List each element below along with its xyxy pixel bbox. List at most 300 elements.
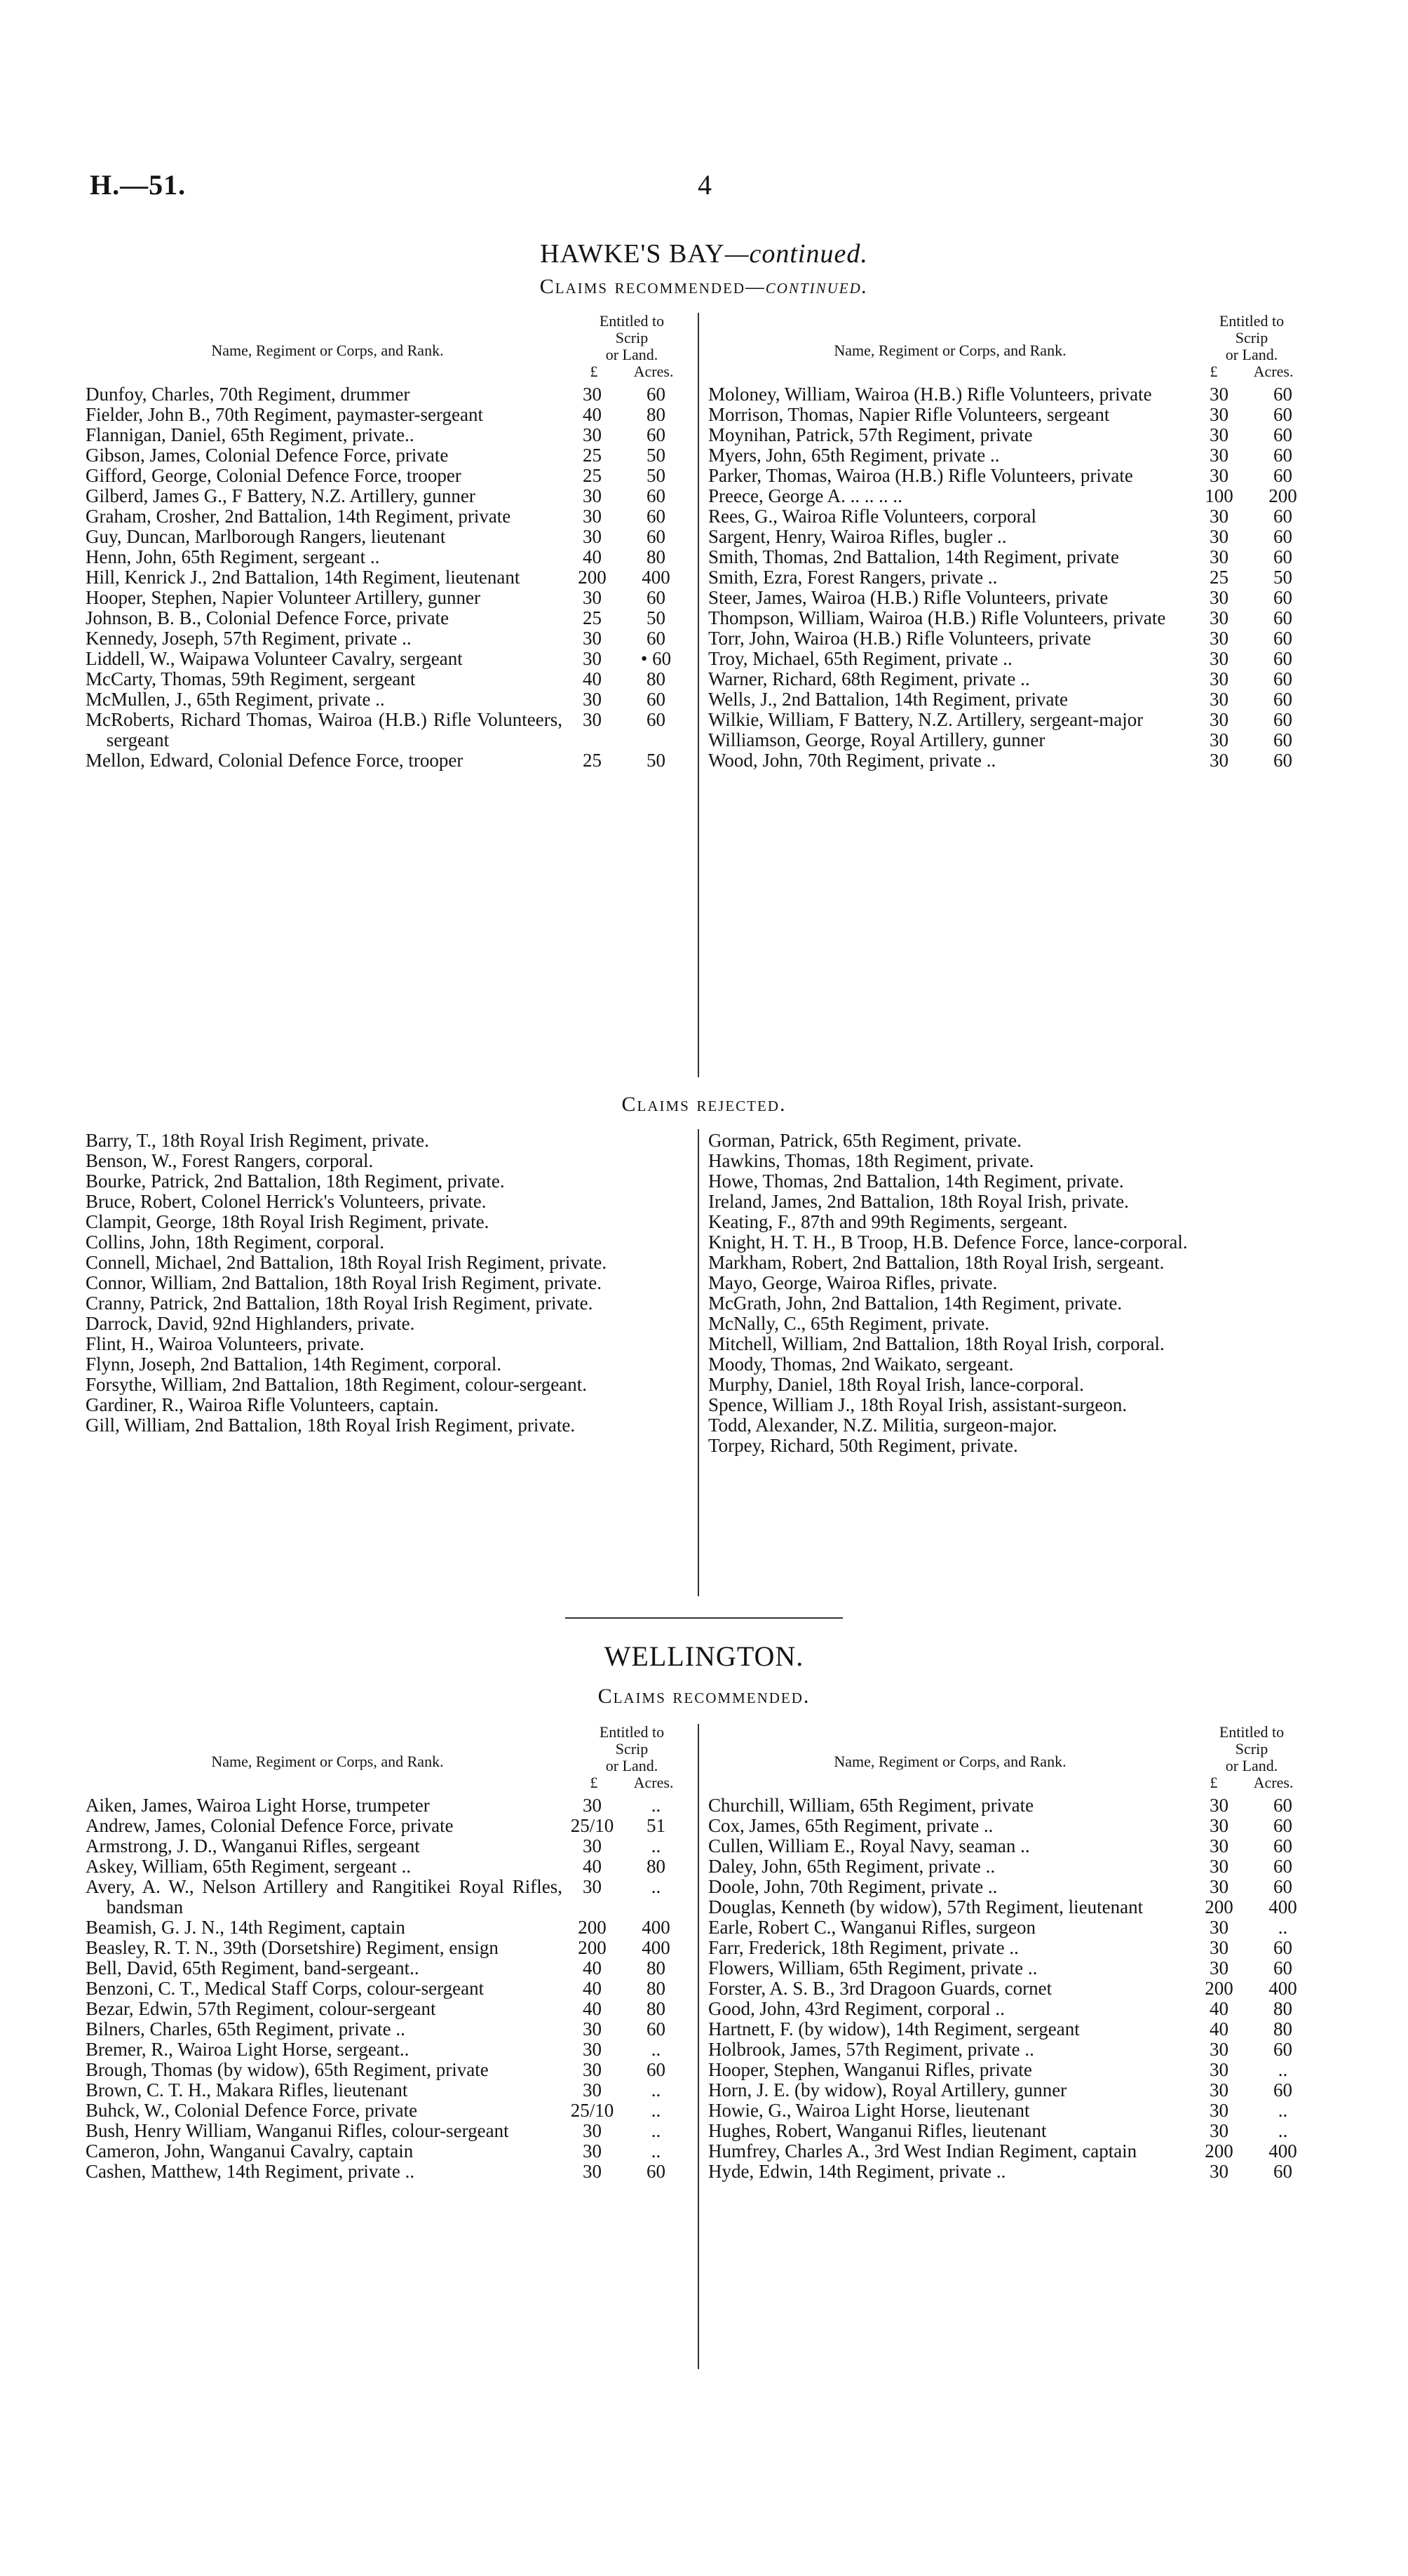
column-heading-name-wellington-right: Name, Regiment or Corps, and Rank. bbox=[834, 1753, 1067, 1770]
claim-row bbox=[708, 1938, 1317, 1958]
scrip-amount: 30 bbox=[583, 587, 602, 608]
claim-row bbox=[86, 2019, 690, 2039]
rejected-claim: Markham, Robert, 2nd Battalion, 18th Royal Irish, sergeant. bbox=[708, 1252, 1165, 1273]
land-acres: 60 bbox=[647, 506, 665, 527]
claim-row bbox=[86, 1856, 690, 1877]
scrip-amount: 30 bbox=[583, 2039, 602, 2060]
land-acres: .. bbox=[651, 2140, 661, 2162]
claimant-name: Myers, John, 65th Regiment, private .. bbox=[708, 445, 1000, 466]
claim-row bbox=[708, 1897, 1317, 1917]
scrip-amount: 30 bbox=[1210, 1876, 1228, 1897]
claim-row bbox=[708, 1917, 1317, 1938]
land-acres: 400 bbox=[642, 567, 670, 588]
claimant-name: Gibson, James, Colonial Defence Force, private bbox=[86, 445, 449, 466]
scrip-amount: 30 bbox=[583, 485, 602, 506]
claim-row bbox=[86, 466, 690, 486]
claimant-name: Sargent, Henry, Wairoa Rifles, bugler .. bbox=[708, 526, 1007, 547]
scrip-amount: 30 bbox=[583, 506, 602, 527]
claim-row bbox=[708, 1877, 1317, 1897]
land-acres: 60 bbox=[647, 2161, 665, 2182]
claim-row bbox=[708, 425, 1317, 445]
column-heading-entitled-wellington-right: Entitled to Scrip or Land. £ Acres. bbox=[1210, 1723, 1294, 1791]
scrip-amount: 200 bbox=[578, 1917, 607, 1938]
column-heading-entitled-wellington: Entitled to Scrip or Land. £ Acres. bbox=[590, 1723, 674, 1791]
scrip-amount: 40 bbox=[583, 1856, 602, 1877]
claim-row bbox=[708, 466, 1317, 486]
claimant-name: McRoberts, Richard Thomas, Wairoa (H.B.) Rifle Volunteers, sergeant bbox=[86, 709, 562, 750]
land-acres: .. bbox=[1278, 2100, 1288, 2121]
column-heading-name: Name, Regiment or Corps, and Rank. bbox=[211, 342, 444, 359]
claimant-name: Hughes, Robert, Wanganui Rifles, lieutenant bbox=[708, 2120, 1047, 2141]
claim-row bbox=[86, 2141, 690, 2162]
land-acres: 60 bbox=[1273, 404, 1292, 425]
scrip-amount: 30 bbox=[583, 2140, 602, 2162]
claim-row bbox=[708, 2141, 1317, 2162]
scrip-amount: 30 bbox=[1210, 404, 1228, 425]
land-acres: • 60 bbox=[640, 648, 672, 669]
claimant-name: Wood, John, 70th Regiment, private .. bbox=[708, 750, 996, 771]
claimant-name: Buhck, W., Colonial Defence Force, private bbox=[86, 2100, 418, 2121]
claim-row bbox=[86, 669, 690, 689]
claim-row bbox=[86, 689, 690, 710]
claimant-name: Hill, Kenrick J., 2nd Battalion, 14th Regiment, lieutenant bbox=[86, 567, 520, 588]
land-acres: .. bbox=[1278, 1917, 1288, 1938]
scrip-amount: 25 bbox=[583, 445, 602, 466]
land-acres: 60 bbox=[1273, 628, 1292, 649]
land-acres: 80 bbox=[647, 546, 665, 567]
claim-row bbox=[708, 2162, 1317, 2182]
land-acres: 400 bbox=[1268, 1896, 1297, 1917]
scrip-amount: 30 bbox=[1210, 1917, 1228, 1938]
land-acres: 60 bbox=[1273, 1876, 1292, 1897]
scrip-amount: 30 bbox=[1210, 424, 1228, 445]
rejected-claim: Mitchell, William, 2nd Battalion, 18th Royal Irish, corporal. bbox=[708, 1333, 1165, 1354]
land-acres: 60 bbox=[1273, 648, 1292, 669]
claimant-name: Farr, Frederick, 18th Regiment, private .. bbox=[708, 1937, 1019, 1958]
rejected-claim: Bourke, Patrick, 2nd Battalion, 18th Regiment, private. bbox=[86, 1171, 505, 1192]
scrip-amount: 30 bbox=[1210, 384, 1228, 405]
land-acres: 60 bbox=[647, 526, 665, 547]
scrip-amount: 30 bbox=[1210, 1795, 1228, 1816]
claimant-name: Brown, C. T. H., Makara Rifles, lieutenant bbox=[86, 2079, 408, 2100]
claim-row bbox=[86, 527, 690, 547]
claim-row bbox=[708, 2039, 1317, 2060]
rejected-claim: Clampit, George, 18th Royal Irish Regiment, private. bbox=[86, 1211, 489, 1232]
land-acres: 60 bbox=[1273, 607, 1292, 628]
claimant-name: Thompson, William, Wairoa (H.B.) Rifle Volunteers, private bbox=[708, 607, 1166, 628]
claim-row bbox=[708, 506, 1317, 527]
land-acres: 50 bbox=[647, 607, 665, 628]
land-acres: 80 bbox=[647, 404, 665, 425]
claim-row bbox=[86, 2080, 690, 2100]
claimant-name: Cox, James, 65th Regiment, private .. bbox=[708, 1815, 994, 1836]
claimant-name: Smith, Thomas, 2nd Battalion, 14th Regiment, private bbox=[708, 546, 1119, 567]
land-acres: 400 bbox=[1268, 1978, 1297, 1999]
claimant-name: Smith, Ezra, Forest Rangers, private .. bbox=[708, 567, 998, 588]
claimant-name: Cashen, Matthew, 14th Regiment, private .. bbox=[86, 2161, 415, 2182]
claimant-name: Fielder, John B., 70th Regiment, paymaster-sergeant bbox=[86, 404, 484, 425]
claim-row bbox=[86, 608, 690, 628]
hawkes-bay-recommended-right bbox=[708, 384, 1317, 771]
scrip-amount: 200 bbox=[1205, 1978, 1233, 1999]
claim-row bbox=[708, 527, 1317, 547]
scrip-amount: 30 bbox=[583, 2079, 602, 2100]
claim-row bbox=[86, 628, 690, 649]
land-acres: 80 bbox=[647, 668, 665, 689]
scrip-amount: 30 bbox=[583, 424, 602, 445]
scrip-amount: 30 bbox=[1210, 607, 1228, 628]
rejected-claim: Hawkins, Thomas, 18th Regiment, private. bbox=[708, 1150, 1034, 1171]
land-acres: 60 bbox=[1273, 526, 1292, 547]
column-divider bbox=[698, 313, 699, 1077]
claim-row bbox=[86, 1958, 690, 1978]
claim-row bbox=[708, 608, 1317, 628]
claimant-name: McMullen, J., 65th Regiment, private .. bbox=[86, 689, 385, 710]
claimant-name: Brough, Thomas (by widow), 65th Regiment, private bbox=[86, 2059, 489, 2080]
land-acres: 80 bbox=[647, 1957, 665, 1978]
claim-row bbox=[708, 1795, 1317, 1816]
land-acres: 200 bbox=[1268, 485, 1297, 506]
land-acres: 50 bbox=[647, 465, 665, 486]
land-acres: 60 bbox=[1273, 445, 1292, 466]
land-acres: .. bbox=[651, 2039, 661, 2060]
claimant-name: Hartnett, F. (by widow), 14th Regiment, sergeant bbox=[708, 2018, 1080, 2039]
column-divider-wellington bbox=[698, 1724, 699, 2369]
claimant-name: Gilberd, James G., F Battery, N.Z. Artillery, gunner bbox=[86, 485, 475, 506]
claimant-name: Wells, J., 2nd Battalion, 14th Regiment, private bbox=[708, 689, 1068, 710]
land-acres: 60 bbox=[647, 689, 665, 710]
land-acres: .. bbox=[651, 2120, 661, 2141]
wellington-recommended-left bbox=[86, 1795, 690, 2182]
land-acres: 60 bbox=[1273, 424, 1292, 445]
scrip-amount: 40 bbox=[583, 1998, 602, 2019]
claimant-name: Earle, Robert C., Wanganui Rifles, surgeon bbox=[708, 1917, 1036, 1938]
claimant-name: Henn, John, 65th Regiment, sergeant .. bbox=[86, 546, 380, 567]
claim-row bbox=[86, 2060, 690, 2080]
claimant-name: Armstrong, J. D., Wanganui Rifles, sergeant bbox=[86, 1835, 420, 1856]
scrip-amount: 30 bbox=[1210, 1835, 1228, 1856]
section-title-hawkes-bay: HAWKE'S BAY—continued. bbox=[540, 239, 868, 269]
page-number: 4 bbox=[698, 169, 712, 201]
claimant-name: Howie, G., Wairoa Light Horse, lieutenant bbox=[708, 2100, 1030, 2121]
claimant-name: Wilkie, William, F Battery, N.Z. Artillery, sergeant-major bbox=[708, 709, 1144, 730]
claimant-name: Cameron, John, Wanganui Cavalry, captain bbox=[86, 2140, 414, 2162]
claimant-name: Hyde, Edwin, 14th Regiment, private .. bbox=[708, 2161, 1006, 2182]
rejected-claim: Keating, F., 87th and 99th Regiments, sergeant. bbox=[708, 1211, 1068, 1232]
claim-row bbox=[708, 405, 1317, 425]
claim-row bbox=[86, 2039, 690, 2060]
rejected-claim: Howe, Thomas, 2nd Battalion, 14th Regiment, private. bbox=[708, 1171, 1124, 1192]
land-acres: 60 bbox=[1273, 1856, 1292, 1877]
land-acres: 60 bbox=[1273, 587, 1292, 608]
claimant-name: Bell, David, 65th Regiment, band-sergeant.. bbox=[86, 1957, 419, 1978]
rejected-claim: Mayo, George, Wairoa Rifles, private. bbox=[708, 1272, 998, 1293]
scrip-amount: 200 bbox=[1205, 2140, 1233, 2162]
claim-row bbox=[86, 425, 690, 445]
claimant-name: Cullen, William E., Royal Navy, seaman .. bbox=[708, 1835, 1030, 1856]
land-acres: 60 bbox=[1273, 709, 1292, 730]
column-heading-entitled-right: Entitled to Scrip or Land. £ Acres. bbox=[1210, 312, 1294, 380]
rejected-claim: Ireland, James, 2nd Battalion, 18th Royal Irish, private. bbox=[708, 1191, 1129, 1212]
rejected-claim: McGrath, John, 2nd Battalion, 14th Regiment, private. bbox=[708, 1293, 1123, 1314]
scrip-amount: 30 bbox=[1210, 546, 1228, 567]
rejected-claims-left bbox=[86, 1131, 690, 1436]
claimant-name: Dunfoy, Charles, 70th Regiment, drummer bbox=[86, 384, 410, 405]
land-acres: 60 bbox=[647, 2059, 665, 2080]
scrip-amount: 30 bbox=[1210, 445, 1228, 466]
claim-row bbox=[86, 649, 690, 669]
rejected-claim: Knight, H. T. H., B Troop, H.B. Defence Force, lance-corporal. bbox=[708, 1232, 1188, 1253]
rejected-claim: Flint, H., Wairoa Volunteers, private. bbox=[86, 1333, 365, 1354]
claim-row bbox=[86, 710, 690, 750]
scrip-amount: 30 bbox=[1210, 1815, 1228, 1836]
land-acres: 60 bbox=[647, 424, 665, 445]
scrip-amount: 40 bbox=[1210, 1998, 1228, 2019]
land-acres: 60 bbox=[647, 2018, 665, 2039]
claimant-name: Steer, James, Wairoa (H.B.) Rifle Volunteers, private bbox=[708, 587, 1109, 608]
rejected-claim: Forsythe, William, 2nd Battalion, 18th Regiment, colour-sergeant. bbox=[86, 1374, 588, 1395]
rejected-claim: Collins, John, 18th Regiment, corporal. bbox=[86, 1232, 384, 1253]
rejected-claim: Moody, Thomas, 2nd Waikato, sergeant. bbox=[708, 1354, 1014, 1375]
scrip-amount: 30 bbox=[1210, 2059, 1228, 2080]
scrip-amount: 30 bbox=[583, 2018, 602, 2039]
claimant-name: Johnson, B. B., Colonial Defence Force, private bbox=[86, 607, 449, 628]
claim-row bbox=[708, 2121, 1317, 2141]
column-heading-name-wellington: Name, Regiment or Corps, and Rank. bbox=[211, 1753, 444, 1770]
scrip-amount: 30 bbox=[583, 2161, 602, 2182]
scrip-amount: 30 bbox=[1210, 729, 1228, 750]
claimant-name: Torr, John, Wairoa (H.B.) Rifle Volunteers, private bbox=[708, 628, 1091, 649]
claimant-name: Warner, Richard, 68th Regiment, private .. bbox=[708, 668, 1030, 689]
column-divider-rejected bbox=[698, 1129, 699, 1596]
hawkes-bay-recommended-left bbox=[86, 384, 690, 771]
scrip-amount: 30 bbox=[1210, 668, 1228, 689]
claimant-name: Hooper, Stephen, Napier Volunteer Artillery, gunner bbox=[86, 587, 481, 608]
land-acres: 60 bbox=[1273, 2039, 1292, 2060]
scrip-amount: 30 bbox=[1210, 750, 1228, 771]
scrip-amount: 30 bbox=[1210, 2039, 1228, 2060]
claimant-name: Parker, Thomas, Wairoa (H.B.) Rifle Volunteers, private bbox=[708, 465, 1133, 486]
scrip-amount: 40 bbox=[583, 668, 602, 689]
land-acres: .. bbox=[651, 1876, 661, 1897]
rejected-claim: Gardiner, R., Wairoa Rifle Volunteers, captain. bbox=[86, 1394, 439, 1415]
land-acres: .. bbox=[651, 1835, 661, 1856]
claimant-name: Preece, George A. .. .. .. .. bbox=[708, 485, 902, 506]
land-acres: .. bbox=[1278, 2059, 1288, 2080]
claimant-name: Morrison, Thomas, Napier Rifle Volunteers, sergeant bbox=[708, 404, 1110, 425]
scrip-amount: 30 bbox=[583, 648, 602, 669]
scrip-amount: 30 bbox=[1210, 465, 1228, 486]
claimant-name: Horn, J. E. (by widow), Royal Artillery, gunner bbox=[708, 2079, 1067, 2100]
claimant-name: Douglas, Kenneth (by widow), 57th Regiment, lieutenant bbox=[708, 1896, 1144, 1917]
land-acres: 60 bbox=[647, 628, 665, 649]
claim-row bbox=[86, 588, 690, 608]
claim-row bbox=[86, 1938, 690, 1958]
land-acres: 400 bbox=[642, 1917, 670, 1938]
scrip-amount: 30 bbox=[583, 2059, 602, 2080]
land-acres: 50 bbox=[1273, 567, 1292, 588]
scrip-amount: 30 bbox=[583, 1795, 602, 1816]
claimant-name: Bremer, R., Wairoa Light Horse, sergeant.. bbox=[86, 2039, 409, 2060]
land-acres: 60 bbox=[1273, 384, 1292, 405]
land-acres: 60 bbox=[1273, 506, 1292, 527]
claimant-name: Liddell, W., Waipawa Volunteer Cavalry, sergeant bbox=[86, 648, 463, 669]
claimant-name: Daley, John, 65th Regiment, private .. bbox=[708, 1856, 996, 1877]
claim-row bbox=[708, 649, 1317, 669]
claimant-name: Askey, William, 65th Regiment, sergeant .. bbox=[86, 1856, 412, 1877]
claimant-name: Forster, A. S. B., 3rd Dragoon Guards, cornet bbox=[708, 1978, 1052, 1999]
rejected-claim: McNally, C., 65th Regiment, private. bbox=[708, 1313, 989, 1334]
rejected-claim: Connor, William, 2nd Battalion, 18th Royal Irish Regiment, private. bbox=[86, 1272, 602, 1293]
scrip-amount: 100 bbox=[1205, 485, 1233, 506]
scrip-amount: 30 bbox=[1210, 689, 1228, 710]
land-acres: 80 bbox=[1273, 2018, 1292, 2039]
section-divider bbox=[565, 1617, 843, 1619]
claim-row bbox=[708, 2019, 1317, 2039]
scrip-amount: 30 bbox=[1210, 587, 1228, 608]
claimant-name: Beamish, G. J. N., 14th Regiment, captain bbox=[86, 1917, 405, 1938]
scrip-amount: 30 bbox=[1210, 648, 1228, 669]
scrip-amount: 25 bbox=[583, 465, 602, 486]
claim-row bbox=[708, 588, 1317, 608]
claimant-name: Mellon, Edward, Colonial Defence Force, trooper bbox=[86, 750, 463, 771]
claimant-name: Troy, Michael, 65th Regiment, private .. bbox=[708, 648, 1013, 669]
land-acres: 60 bbox=[1273, 689, 1292, 710]
land-acres: 60 bbox=[1273, 1795, 1292, 1816]
section-subtitle-claims-rejected: Claims rejected. bbox=[621, 1093, 787, 1116]
rejected-claims-right bbox=[708, 1131, 1317, 1456]
claimant-name: Flowers, William, 65th Regiment, private .. bbox=[708, 1957, 1038, 1978]
claimant-name: Humfrey, Charles A., 3rd West Indian Regiment, captain bbox=[708, 2140, 1137, 2162]
land-acres: 60 bbox=[1273, 2161, 1292, 2182]
scrip-amount: 30 bbox=[1210, 1856, 1228, 1877]
claim-row bbox=[708, 2100, 1317, 2121]
claimant-name: Bilners, Charles, 65th Regiment, private .. bbox=[86, 2018, 405, 2039]
claimant-name: Moloney, William, Wairoa (H.B.) Rifle Volunteers, private bbox=[708, 384, 1152, 405]
claimant-name: Andrew, James, Colonial Defence Force, private bbox=[86, 1815, 454, 1836]
claimant-name: Flannigan, Daniel, 65th Regiment, private.. bbox=[86, 424, 414, 445]
claim-row bbox=[86, 2162, 690, 2182]
land-acres: .. bbox=[651, 2100, 661, 2121]
claim-row bbox=[86, 1877, 690, 1917]
claimant-name: McCarty, Thomas, 59th Regiment, sergeant bbox=[86, 668, 416, 689]
claim-row bbox=[708, 730, 1317, 750]
land-acres: 60 bbox=[647, 587, 665, 608]
claimant-name: Williamson, George, Royal Artillery, gunner bbox=[708, 729, 1045, 750]
land-acres: 60 bbox=[1273, 729, 1292, 750]
scrip-amount: 25 bbox=[583, 607, 602, 628]
land-acres: 400 bbox=[642, 1937, 670, 1958]
claimant-name: Churchill, William, 65th Regiment, private bbox=[708, 1795, 1034, 1816]
claimant-name: Beasley, R. T. N., 39th (Dorsetshire) Regiment, ensign bbox=[86, 1937, 499, 1958]
scrip-amount: 25/10 bbox=[570, 1815, 614, 1836]
land-acres: 80 bbox=[647, 1998, 665, 2019]
rejected-claim: Todd, Alexander, N.Z. Militia, surgeon-major. bbox=[708, 1415, 1057, 1436]
scrip-amount: 40 bbox=[583, 404, 602, 425]
claimant-name: Holbrook, James, 57th Regiment, private .. bbox=[708, 2039, 1034, 2060]
claim-row bbox=[86, 1836, 690, 1856]
claim-row bbox=[86, 1978, 690, 1999]
claimant-name: Kennedy, Joseph, 57th Regiment, private .. bbox=[86, 628, 412, 649]
scrip-amount: 30 bbox=[583, 628, 602, 649]
claimant-name: Bezar, Edwin, 57th Regiment, colour-sergeant bbox=[86, 1998, 436, 2019]
claim-row bbox=[86, 2121, 690, 2141]
scrip-amount: 30 bbox=[1210, 2100, 1228, 2121]
claim-row bbox=[86, 445, 690, 466]
claim-row bbox=[708, 1958, 1317, 1978]
land-acres: 80 bbox=[1273, 1998, 1292, 2019]
scrip-amount: 40 bbox=[583, 546, 602, 567]
rejected-claim: Barry, T., 18th Royal Irish Regiment, private. bbox=[86, 1130, 429, 1151]
claimant-name: Doole, John, 70th Regiment, private .. bbox=[708, 1876, 998, 1897]
land-acres: 60 bbox=[1273, 1937, 1292, 1958]
scrip-amount: 30 bbox=[583, 709, 602, 730]
claim-row bbox=[708, 567, 1317, 588]
scrip-amount: 30 bbox=[1210, 506, 1228, 527]
land-acres: 80 bbox=[647, 1856, 665, 1877]
scrip-amount: 25/10 bbox=[570, 2100, 614, 2121]
scrip-amount: 200 bbox=[578, 1937, 607, 1958]
column-heading-entitled: Entitled to Scrip or Land. £ Acres. bbox=[590, 312, 674, 380]
land-acres: .. bbox=[651, 2079, 661, 2100]
page-reference: H.—51. bbox=[90, 169, 187, 201]
scrip-amount: 30 bbox=[1210, 628, 1228, 649]
scrip-amount: 30 bbox=[583, 384, 602, 405]
land-acres: 60 bbox=[1273, 1835, 1292, 1856]
claimant-name: Hooper, Stephen, Wanganui Rifles, private bbox=[708, 2059, 1032, 2080]
claim-row bbox=[86, 384, 690, 405]
scrip-amount: 30 bbox=[1210, 1957, 1228, 1978]
claim-row bbox=[86, 1917, 690, 1938]
rejected-claim: Torpey, Richard, 50th Regiment, private. bbox=[708, 1435, 1018, 1456]
scrip-amount: 40 bbox=[583, 1978, 602, 1999]
rejected-claim: Gill, William, 2nd Battalion, 18th Royal Irish Regiment, private. bbox=[86, 1415, 576, 1436]
rejected-claim: Bruce, Robert, Colonel Herrick's Volunteers, private. bbox=[86, 1191, 487, 1212]
scrip-amount: 30 bbox=[583, 689, 602, 710]
claimant-name: Benzoni, C. T., Medical Staff Corps, colour-sergeant bbox=[86, 1978, 485, 1999]
rejected-claim: Flynn, Joseph, 2nd Battalion, 14th Regiment, corporal. bbox=[86, 1354, 502, 1375]
claimant-name: Aiken, James, Wairoa Light Horse, trumpeter bbox=[86, 1795, 430, 1816]
claimant-name: Avery, A. W., Nelson Artillery and Rangitikei Royal Rifles, bandsman bbox=[86, 1876, 562, 1917]
land-acres: 50 bbox=[647, 445, 665, 466]
rejected-claim: Darrock, David, 92nd Highlanders, private. bbox=[86, 1313, 415, 1334]
claim-row bbox=[708, 1978, 1317, 1999]
claim-row bbox=[86, 405, 690, 425]
claim-row bbox=[708, 1856, 1317, 1877]
claimant-name: Gifford, George, Colonial Defence Force, trooper bbox=[86, 465, 461, 486]
scrip-amount: 30 bbox=[583, 2120, 602, 2141]
scrip-amount: 30 bbox=[1210, 2161, 1228, 2182]
claim-row bbox=[708, 1999, 1317, 2019]
rejected-claim: Spence, William J., 18th Royal Irish, assistant-surgeon. bbox=[708, 1394, 1128, 1415]
claim-row bbox=[708, 1836, 1317, 1856]
claim-row bbox=[708, 2080, 1317, 2100]
land-acres: 60 bbox=[1273, 2079, 1292, 2100]
claim-row bbox=[708, 486, 1317, 506]
claim-row bbox=[708, 384, 1317, 405]
land-acres: 60 bbox=[1273, 668, 1292, 689]
land-acres: 60 bbox=[647, 384, 665, 405]
claimant-name: Graham, Crosher, 2nd Battalion, 14th Regiment, private bbox=[86, 506, 511, 527]
scrip-amount: 200 bbox=[1205, 1896, 1233, 1917]
scrip-amount: 30 bbox=[1210, 2079, 1228, 2100]
land-acres: 400 bbox=[1268, 2140, 1297, 2162]
claimant-name: Rees, G., Wairoa Rifle Volunteers, corporal bbox=[708, 506, 1036, 527]
rejected-claim: Connell, Michael, 2nd Battalion, 18th Royal Irish Regiment, private. bbox=[86, 1252, 607, 1273]
claim-row bbox=[708, 2060, 1317, 2080]
claim-row bbox=[708, 628, 1317, 649]
scrip-amount: 30 bbox=[583, 526, 602, 547]
